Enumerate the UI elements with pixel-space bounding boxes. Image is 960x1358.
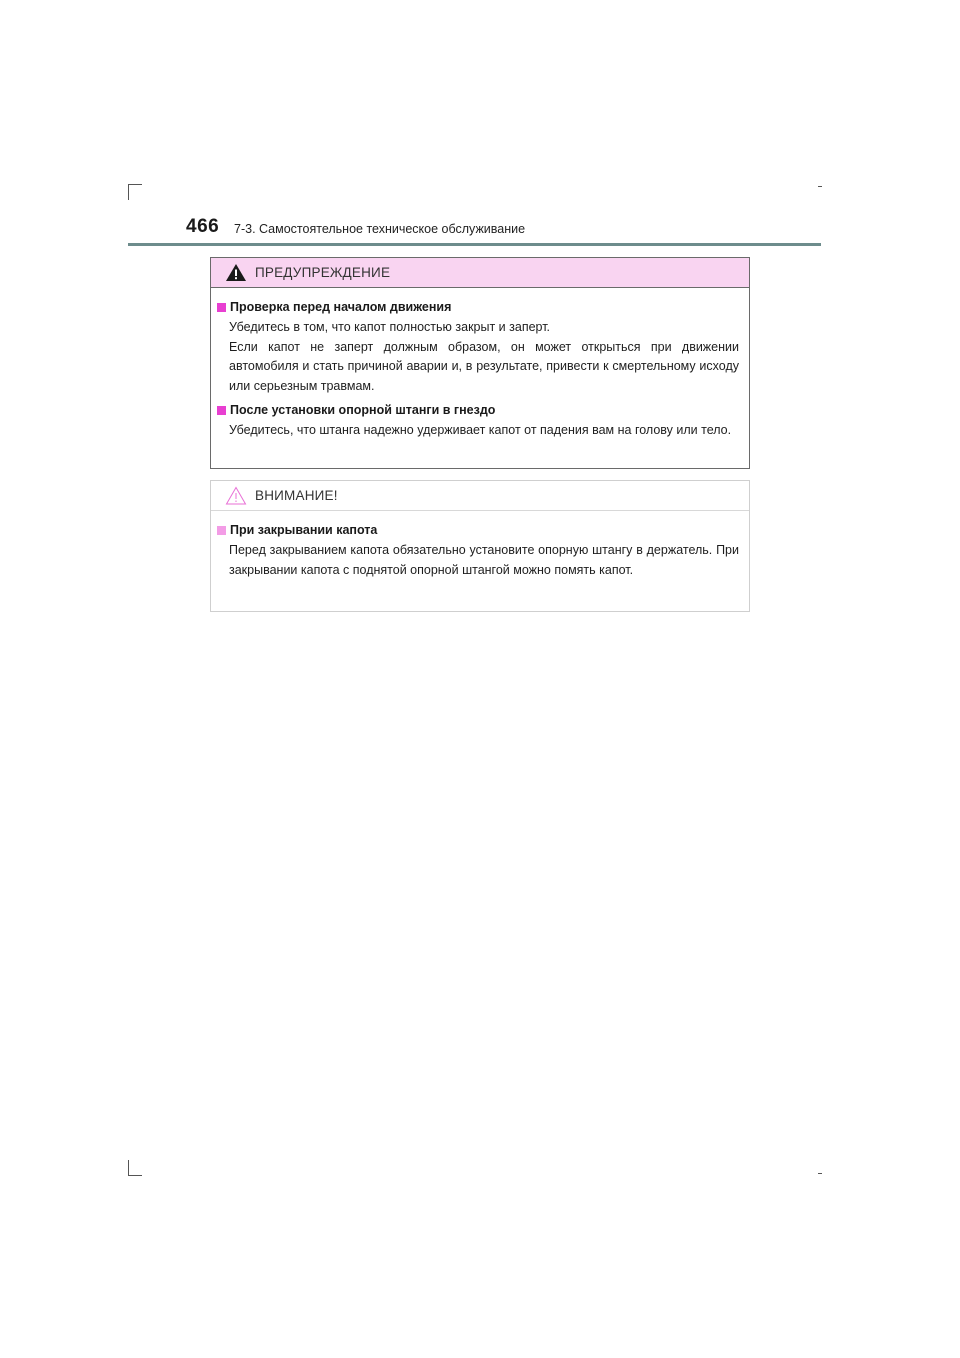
section-title: 7-3. Самостоятельное техническое обслуживание [234, 222, 526, 236]
caution-paragraph: Перед закрыванием капота обязательно установите опорную штангу в держатель. При закрывании капота с поднятой опорной штангой можно помять капот. [229, 543, 739, 577]
square-bullet-icon [217, 303, 226, 312]
caution-box [210, 480, 750, 612]
crop-mark-top-left [128, 184, 129, 200]
square-bullet-icon [217, 526, 226, 535]
header-rule [128, 243, 821, 246]
crop-mark-bottom-right [818, 1173, 822, 1174]
caution-box-header [211, 481, 749, 511]
crop-mark-top-right [818, 186, 822, 187]
warning-paragraph: Убедитесь, что штанга надежно удерживает капот от падения вам на голову или тело. [229, 423, 732, 437]
crop-mark-bottom-left [128, 1175, 142, 1176]
warning-section-heading: После установки опорной штанги в гнездо [217, 403, 739, 417]
warning-triangle-filled-icon [225, 263, 247, 282]
warning-box-header [211, 258, 749, 288]
crop-mark-bottom-left [128, 1160, 129, 1176]
warning-title: ПРЕДУПРЕЖДЕНИЕ [255, 265, 391, 280]
warning-paragraph: Если капот не заперт должным образом, он может открыться при движении автомобиля и стать причиной аварии и, в результате, привести к смертельному исходу или серьезным травмам. [229, 339, 739, 393]
page-number: 466 [186, 216, 220, 237]
warning-body [211, 288, 749, 441]
caution-section-heading: При закрывании капота [217, 523, 739, 537]
square-bullet-icon [217, 406, 226, 415]
caution-title: ВНИМАНИЕ! [255, 488, 338, 503]
warning-section-heading: Проверка перед началом движения [217, 300, 739, 314]
warning-triangle-outline-icon [225, 486, 247, 505]
caution-body [211, 511, 749, 580]
warning-box [210, 257, 750, 469]
crop-mark-top-left [128, 184, 142, 185]
warning-paragraph: Убедитесь в том, что капот полностью закрыт и заперт. [229, 320, 551, 334]
